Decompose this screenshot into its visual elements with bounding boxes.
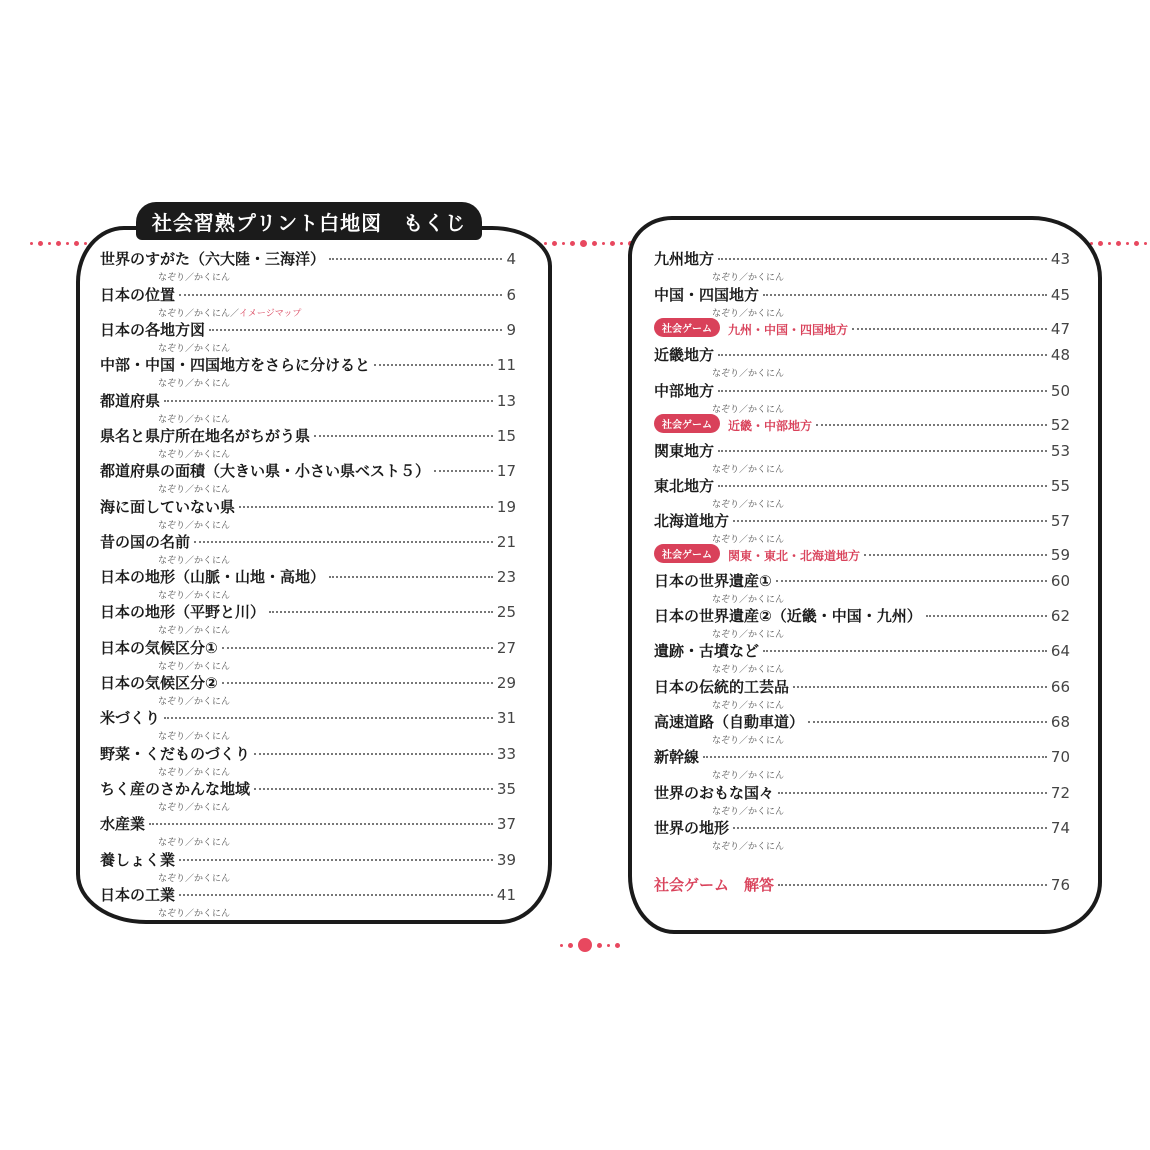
toc-entry[interactable]	[100, 813, 516, 849]
toc-entry[interactable]	[654, 605, 1070, 641]
entry-title: 日本の位置	[100, 286, 176, 304]
toc-entry[interactable]	[100, 531, 516, 567]
entry-subtitle: なぞり／かくにん	[158, 803, 231, 813]
entry-title: 日本の地形（平野と川）	[100, 603, 266, 621]
dot-leader	[239, 506, 493, 508]
entry-title: 日本の各地方図	[100, 321, 206, 339]
dot-leader	[314, 435, 493, 437]
entry-page: 52	[1050, 416, 1070, 434]
entry-page: 11	[496, 356, 516, 374]
toc-entry[interactable]	[654, 440, 1070, 476]
dot-leader	[222, 682, 493, 684]
entry-page: 50	[1050, 382, 1070, 400]
entry-title: 海に面していない県	[100, 498, 236, 516]
entry-subtitle: なぞり／かくにん	[712, 465, 785, 475]
dot-leader	[374, 364, 493, 366]
dot-leader	[254, 788, 493, 790]
toc-entry[interactable]	[100, 460, 516, 496]
entry-title: 昔の国の名前	[100, 533, 191, 551]
entry-subtitle: なぞり／かくにん	[712, 500, 785, 510]
dot-leader	[778, 792, 1047, 794]
toc-entry[interactable]	[100, 284, 516, 320]
entry-subtitle: なぞり／かくにん	[158, 379, 231, 389]
dot-leader	[222, 647, 493, 649]
dot-leader	[763, 294, 1047, 296]
toc-entry[interactable]	[100, 354, 516, 390]
entry-subtitle: なぞり／かくにん	[158, 415, 231, 425]
toc-entry[interactable]	[100, 743, 516, 779]
dot-leader	[718, 354, 1047, 356]
entry-page: 57	[1050, 512, 1070, 530]
dot-leader	[718, 258, 1047, 260]
entry-title: 世界のすがた（六大陸・三海洋）	[100, 250, 326, 268]
entry-subtitle: なぞり／かくにん	[712, 273, 785, 283]
entry-page: 76	[1050, 876, 1070, 894]
entry-title: 都道府県	[100, 392, 161, 410]
toc-entry[interactable]	[100, 672, 516, 708]
entry-page: 37	[496, 815, 516, 833]
dot-leader	[179, 294, 502, 296]
entry-page: 60	[1050, 572, 1070, 590]
answers-title: 社会ゲーム 解答	[654, 876, 775, 894]
entry-subtitle: なぞり／かくにん	[712, 771, 785, 781]
dot-leader	[778, 884, 1047, 886]
entry-title: 東北地方	[654, 477, 715, 495]
entry-title: 北海道地方	[654, 512, 730, 530]
dot-leader	[733, 827, 1047, 829]
entry-page: 6	[506, 286, 516, 304]
entry-subtitle: なぞり／かくにん	[712, 595, 785, 605]
entry-page: 74	[1050, 819, 1070, 837]
entry-subtitle: なぞり／かくにん	[158, 874, 231, 884]
entry-page: 33	[496, 745, 516, 763]
toc-entry[interactable]	[100, 496, 516, 532]
entry-title: 日本の工業	[100, 886, 176, 904]
dot-leader	[209, 329, 502, 331]
entry-title: 世界のおもな国々	[654, 784, 775, 802]
entry-subtitle: なぞり／かくにん	[158, 344, 231, 354]
entry-subtitle: なぞり／かくにん	[158, 273, 231, 283]
dot-leader	[852, 328, 1047, 330]
dotted-ornament-right	[1090, 238, 1150, 248]
toc-entry[interactable]	[654, 248, 1070, 284]
dot-leader	[718, 390, 1047, 392]
entry-title: 九州・中国・四国地方	[728, 323, 849, 337]
entry-page: 27	[496, 639, 516, 657]
entry-page: 23	[496, 568, 516, 586]
entry-subtitle: なぞり／かくにん	[712, 807, 785, 817]
toc-entry[interactable]	[654, 817, 1070, 853]
toc-entry[interactable]	[654, 284, 1070, 320]
entry-title: 日本の世界遺産②（近畿・中国・九州）	[654, 607, 922, 625]
toc-entry[interactable]	[654, 344, 1070, 380]
dot-leader	[926, 615, 1047, 617]
dot-leader	[816, 424, 1047, 426]
entry-subtitle: なぞり／かくにん	[158, 450, 231, 460]
toc-entry[interactable]	[654, 380, 1070, 416]
dot-leader	[763, 650, 1047, 652]
entry-title: 新幹線	[654, 748, 700, 766]
entry-page: 31	[496, 709, 516, 727]
dot-leader	[329, 576, 493, 578]
dot-leader	[194, 541, 493, 543]
entry-page: 19	[496, 498, 516, 516]
entry-page: 29	[496, 674, 516, 692]
entry-subtitle	[158, 306, 516, 319]
entry-title: 九州地方	[654, 250, 715, 268]
entry-page: 25	[496, 603, 516, 621]
toc-entry[interactable]	[100, 637, 516, 673]
entry-title: 中部地方	[654, 382, 715, 400]
dot-leader	[733, 520, 1047, 522]
toc-entry[interactable]	[654, 782, 1070, 818]
toc-entry[interactable]	[100, 884, 516, 920]
entry-page: 17	[496, 462, 516, 480]
entry-title: 遺跡・古墳など	[654, 642, 760, 660]
toc-entry[interactable]	[654, 676, 1070, 712]
entry-subtitle: なぞり／かくにん	[712, 405, 785, 415]
dot-leader	[718, 450, 1047, 452]
dot-leader	[776, 580, 1047, 582]
entry-page: 41	[496, 886, 516, 904]
toc-entry[interactable]	[654, 746, 1070, 782]
entry-subtitle: なぞり／かくにん	[712, 630, 785, 640]
entry-subtitle: なぞり／かくにん	[158, 768, 231, 778]
toc-entry[interactable]	[100, 707, 516, 743]
entry-subtitle: なぞり／かくにん	[712, 842, 785, 852]
toc-title: 社会習熟プリント白地図 もくじ	[151, 210, 467, 235]
dot-leader	[149, 823, 493, 825]
entry-subtitle: なぞり／かくにん	[158, 591, 231, 601]
entry-page: 66	[1050, 678, 1070, 696]
entry-page: 72	[1050, 784, 1070, 802]
entry-page: 59	[1050, 546, 1070, 564]
entry-title: 近畿・中部地方	[728, 419, 813, 433]
entry-title: 日本の伝統的工芸品	[654, 678, 790, 696]
answers-entry[interactable]	[654, 874, 1070, 910]
toc-entry[interactable]	[100, 425, 516, 461]
toc-title-tab	[136, 202, 482, 240]
entry-page: 39	[496, 851, 516, 869]
toc-entry[interactable]	[654, 711, 1070, 747]
entry-subtitle: なぞり／かくにん	[712, 309, 785, 319]
entry-page: 15	[496, 427, 516, 445]
toc-entry[interactable]	[100, 319, 516, 355]
toc-entry[interactable]	[100, 601, 516, 637]
toc-entry[interactable]	[654, 570, 1070, 606]
entry-page: 43	[1050, 250, 1070, 268]
entry-page: 47	[1050, 320, 1070, 338]
toc-entry[interactable]	[100, 778, 516, 814]
entry-subtitle: なぞり／かくにん	[712, 701, 785, 711]
dot-leader	[703, 756, 1047, 758]
dot-leader	[269, 611, 493, 613]
entry-subtitle: なぞり／かくにん	[158, 909, 231, 919]
subtitle-text: なぞり／かくにん／	[158, 309, 240, 319]
dot-leader	[179, 859, 493, 861]
dot-leader	[808, 721, 1047, 723]
entry-title: 中部・中国・四国地方をさらに分けると	[100, 356, 371, 374]
entry-title: 日本の気候区分①	[100, 639, 218, 657]
entry-page: 21	[496, 533, 516, 551]
dot-leader	[179, 894, 493, 896]
toc-entry[interactable]	[100, 390, 516, 426]
dot-leader	[329, 258, 502, 260]
entry-subtitle: なぞり／かくにん	[712, 736, 785, 746]
page-marker-ornament	[560, 938, 620, 952]
entry-title: 養しょく業	[100, 851, 176, 869]
entry-title: 日本の地形（山脈・山地・高地）	[100, 568, 326, 586]
entry-subtitle: なぞり／かくにん	[158, 521, 231, 531]
dot-leader	[254, 753, 493, 755]
entry-subtitle: なぞり／かくにん	[158, 732, 231, 742]
dot-leader	[793, 686, 1047, 688]
toc-entry[interactable]	[654, 475, 1070, 511]
entry-title: 高速道路（自動車道）	[654, 713, 805, 731]
toc-entry[interactable]	[100, 849, 516, 885]
entry-subtitle: なぞり／かくにん	[712, 665, 785, 675]
game-badge: 社会ゲーム	[654, 414, 720, 433]
entry-subtitle: なぞり／かくにん	[158, 626, 231, 636]
entry-subtitle: なぞり／かくにん	[712, 369, 785, 379]
entry-subtitle: なぞり／かくにん	[158, 485, 231, 495]
entry-title: 日本の気候区分②	[100, 674, 218, 692]
entry-title: 日本の世界遺産①	[654, 572, 772, 590]
entry-title: 世界の地形	[654, 819, 730, 837]
entry-subtitle: なぞり／かくにん	[158, 662, 231, 672]
entry-title: 米づくり	[100, 709, 161, 727]
entry-subtitle: なぞり／かくにん	[158, 838, 231, 848]
dot-leader	[434, 470, 493, 472]
entry-title: 近畿地方	[654, 346, 715, 364]
toc-entry[interactable]	[100, 248, 516, 284]
entry-page: 35	[496, 780, 516, 798]
entry-title: ちく産のさかんな地域	[100, 780, 251, 798]
game-badge: 社会ゲーム	[654, 318, 720, 337]
entry-title: 中国・四国地方	[654, 286, 760, 304]
game-badge: 社会ゲーム	[654, 544, 720, 563]
entry-page: 9	[506, 321, 516, 339]
entry-title: 都道府県の面積（大きい県・小さい県ベスト５）	[100, 462, 431, 480]
entry-title: 県名と県庁所在地名がちがう県	[100, 427, 311, 445]
dot-leader	[718, 485, 1047, 487]
entry-page: 68	[1050, 713, 1070, 731]
entry-subtitle: なぞり／かくにん	[158, 556, 231, 566]
entry-page: 53	[1050, 442, 1070, 460]
entry-page: 4	[506, 250, 516, 268]
entry-page: 13	[496, 392, 516, 410]
entry-page: 62	[1050, 607, 1070, 625]
entry-page: 55	[1050, 477, 1070, 495]
dot-leader	[164, 717, 493, 719]
entry-title: 水産業	[100, 815, 146, 833]
entry-title: 野菜・くだものづくり	[100, 745, 251, 763]
entry-title: 関東・東北・北海道地方	[728, 549, 861, 563]
toc-entry[interactable]	[654, 640, 1070, 676]
entry-subtitle: なぞり／かくにん	[158, 697, 231, 707]
toc-entry[interactable]	[100, 566, 516, 602]
entry-subtitle: なぞり／かくにん	[712, 535, 785, 545]
entry-page: 64	[1050, 642, 1070, 660]
dot-leader	[164, 400, 493, 402]
toc-entry[interactable]	[654, 510, 1070, 546]
dot-leader	[864, 554, 1047, 556]
entry-title: 関東地方	[654, 442, 715, 460]
entry-page: 45	[1050, 286, 1070, 304]
entry-page: 70	[1050, 748, 1070, 766]
subtitle-extra: イメージマップ	[239, 309, 302, 319]
entry-page: 48	[1050, 346, 1070, 364]
